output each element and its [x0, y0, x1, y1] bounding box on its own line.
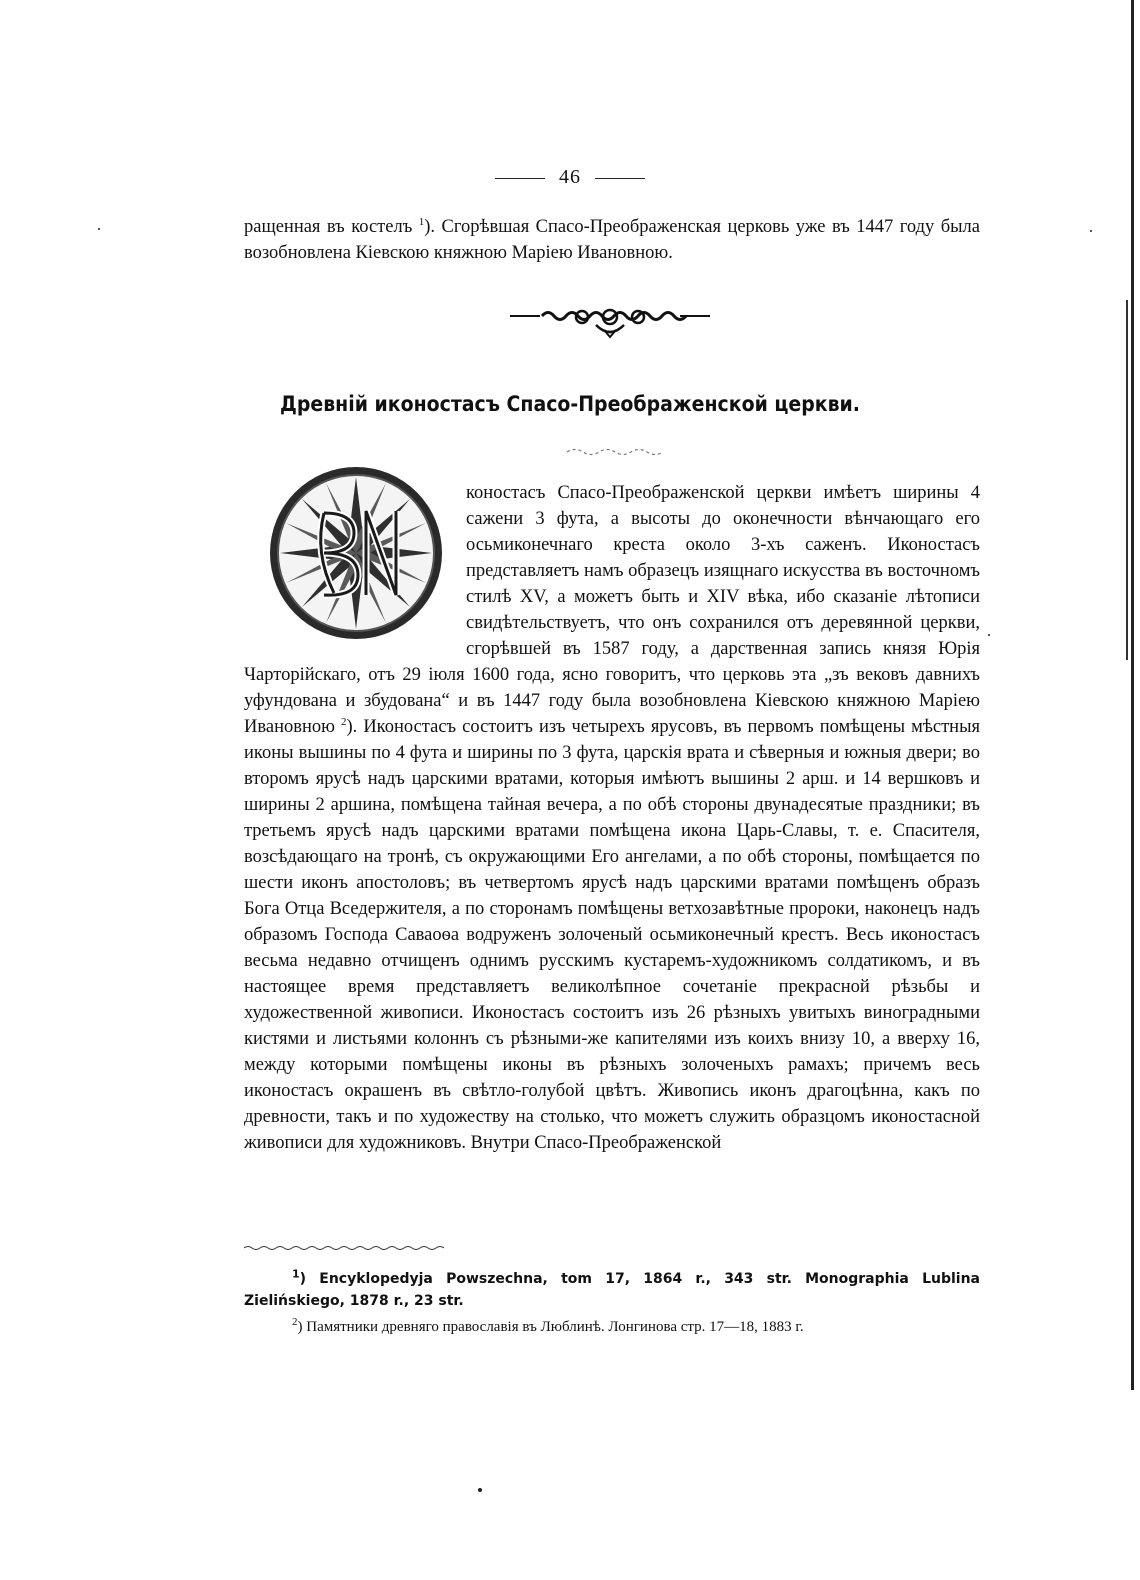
- section-heading: Древній иконостасъ Спасо-Преображенской церкви.: [280, 392, 860, 416]
- footnote-1-mark: 1: [292, 1267, 300, 1281]
- footnote-2-mark: 2: [292, 1316, 298, 1328]
- page-number-dash-right: [595, 178, 645, 179]
- main-text-b: ). Иконостасъ состоитъ изъ четырехъ ярусовъ, въ первомъ помѣщены мѣстныя иконы вышины по 4 фута и ширины по 3 фута, царскія врата и сѣверныя и южныя двери; во второмъ ярусѣ надъ царскими вратами, которыя имѣютъ вышины 2 арш. и 14 вершковъ и ширины 2 аршина, помѣщена тайная вечера, а по обѣ стороны двунадесятые праздники; въ третьемъ ярусѣ надъ царскими вратами помѣщена икона Царь-Славы, т. е. Спасителя, возсѣдающаго на тронѣ, съ окружающими Его ангелами, а по обѣ стороны, помѣщается по шести иконъ апостоловъ; въ четвертомъ ярусѣ надъ царскими вратами помѣщенъ образъ Бога Отца Вседержителя, а по сторонамъ помѣщены ветхозавѣтные пророки, наконецъ надъ образомъ Господа Саваоѳа водруженъ золоченый осьмиконечный крестъ. Весь иконостасъ весьма недавно отчищенъ однимъ русскимъ кустаремъ-художникомъ солдатикомъ, и въ настоящее время представляетъ великолѣпное сочетаніе прекрасной рѣзьбы и художественной живописи. Иконостасъ состоитъ изъ 26 рѣзныхъ увитыхъ виноградными кистями и листьями колоннъ съ рѣзными-же капителями изъ коихъ внизу 10, а вверху 16, между которыми помѣщены иконы въ рѣзныхъ золоченыхъ рамахъ; причемъ весь иконостасъ окрашенъ въ свѣтло-голубой цвѣтъ. Живопись иконъ драгоцѣнна, какъ по древности, такъ и по художеству на столько, что можетъ служить образцомъ иконостасной живописи для художниковъ. Внутри Спасо-Преображенской: [244, 717, 981, 1153]
- footnote-2-text: ) Памятники древняго православія въ Люблинѣ. Лонгинова стр. 17—18, 1883 г.: [297, 1319, 804, 1335]
- page-number-value: 46: [559, 166, 581, 188]
- page-number: [0, 166, 1140, 189]
- scan-speck: [988, 634, 990, 636]
- footnote-ref-1[interactable]: 1: [418, 215, 425, 228]
- footnotes: [244, 1268, 980, 1342]
- continuation-text-a: ращенная въ костелъ: [244, 217, 419, 237]
- continuation-paragraph: [244, 214, 980, 266]
- main-text-a: коностасъ Спасо-Преображенской церкви имѣетъ ширины 4 сажени 3 фута, а высоты до оконечности вѣнчающаго его осьмиконечнаго креста около 3-хъ саженъ. Иконостасъ представляетъ намъ образецъ изящнаго искусства въ восточномъ стилѣ XV, а можетъ быть и XIV вѣка, ибо сказаніе лѣтописи свидѣтельствуетъ, что онъ сохранился отъ деревянной церкви, сгорѣвшей въ 1587 году, а дарственная запись князя Юрія Чарторійскаго, отъ 29 іюля 1600 года, ясно говоритъ, что церковь эта „зъ вековъ давнихъ уфундована и збудована“ и въ 1447 году была возобновлена Кіевскою княжною Маріею Ивановною: [244, 483, 980, 737]
- scan-speck: [1090, 230, 1092, 232]
- main-paragraph: [244, 480, 980, 1156]
- scan-edge-line: [1131, 0, 1134, 1390]
- footnote-ref-2[interactable]: 2: [340, 715, 347, 728]
- page-number-dash-left: [495, 178, 545, 179]
- ornament-divider-icon: [510, 303, 710, 339]
- scan-edge-line-inner: [1126, 300, 1128, 660]
- footnote-1: [244, 1268, 980, 1312]
- footnote-2: [244, 1316, 980, 1338]
- heading-flourish-icon: [565, 446, 665, 458]
- scan-speck: [98, 228, 100, 230]
- footnote-rule-icon: [244, 1244, 444, 1252]
- footnote-1-text: ) Encyklopedyja Powszechna, tom 17, 1864 r., 343 str. Monographia Lublina Zielińskiego, 1878 r., 23 str.: [244, 1271, 980, 1309]
- initial-float-space: [244, 480, 466, 662]
- continuation-text-b: ). Сгорѣвшая Спасо-Преображенская церковь уже въ 1447 году была возобновлена Кіевскою княжною Маріею Ивановною.: [244, 217, 980, 263]
- scan-speck: [478, 1488, 482, 1492]
